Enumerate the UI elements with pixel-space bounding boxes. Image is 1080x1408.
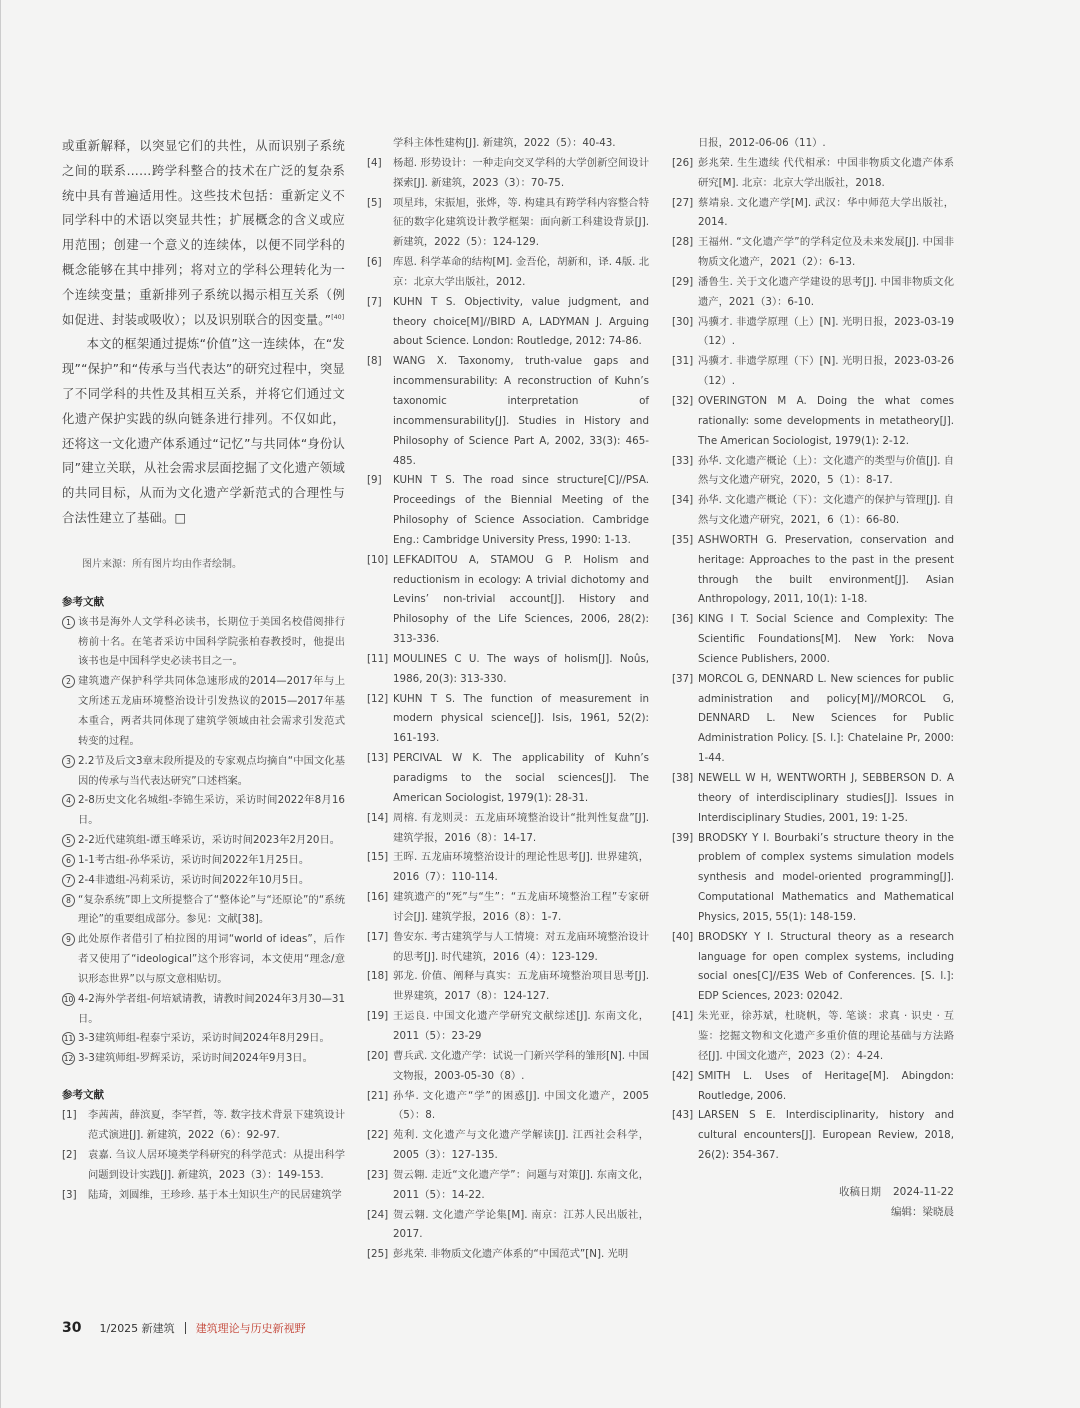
reference-text: OVERINGTON M A. Doing the what comes rationally: some developments in metatheory[J]. The American Sociologist, 1979(1): 2-12. <box>698 394 954 447</box>
body-paragraph: 本文的框架通过提炼“价值”这一连续体，在“发现”“保护”和“传承与当代表达”的研究过程中，突显了不同学科的共性及其相互关系，并将它们通过文化遗产保护实践的纵向链条进行排列。不仅如此，还将这一文化遗产体系通过“记忆”与共同体“身份认同”建立关联，从社会需求层面挖掘了文化遗产领域的共同目标，从而为文化遗产学新范式的合理性与合法性建立了基础。□ <box>62 337 345 525</box>
reference-text: BRODSKY Y I. Bourbaki’s structure theory in the problem of complex systems simulation models synthesis and model-oriented programming[J]. Computational Mathematics and Mathematical Physics, 2015, 55(1): 148-159. <box>698 831 954 923</box>
reference-text: 杨超. 形势设计：一种走向交叉学科的大学创新空间设计探索[J]. 新建筑，2023（3）：70-75. <box>393 156 649 189</box>
reference-text: 王运良. 中国文化遗产学研究文献综述[J]. 东南文化，2011（5）：23-29 <box>393 1010 649 1042</box>
reference-item <box>367 1047 649 1087</box>
reference-text: MOULINES C U. The ways of holism[J]. Noûs, 1986, 20(3): 313-330. <box>393 652 649 685</box>
page-footer <box>62 1320 306 1336</box>
reference-text: 项星玮，宋振旭，张烨，等. 构建具有跨学科内容整合特征的数字化建筑设计教学框架：面向新工科建设背景[J]. 新建筑，2022（5）：124-129. <box>393 196 649 249</box>
reference-text: 孙华. 文化遗产“学”的困惑[J]. 中国文化遗产，2005（5）：8. <box>393 1089 649 1122</box>
reference-number: [35] <box>672 533 694 546</box>
reference-number: [19] <box>367 1010 389 1023</box>
reference-text: KUHN T S. Objectivity, value judgment, and theory choice[M]//BIRD A, LADYMAN J. Arguing about Science. London: Routledge, 2012: 74-86. <box>393 295 649 348</box>
reference-text: 陆琦，刘圆维，王珍珍. 基于本土知识生产的民居建筑学 <box>88 1188 342 1201</box>
reference-text: BRODSKY Y I. Structural theory as a research language for open complex systems, including social ones[C]//E3S Web of Conferences. [S. l.]: EDP Sciences, 2023: 02042. <box>698 930 954 1003</box>
note-item <box>62 930 345 990</box>
note-number: 11 <box>63 1034 74 1044</box>
reference-item <box>367 848 649 888</box>
reference-item <box>672 134 954 154</box>
reference-number: [12] <box>367 692 389 705</box>
reference-number: [25] <box>367 1248 389 1261</box>
reference-text: 贺云翱. 文化遗产学论集[M]. 南京：江苏人民出版社，2017. <box>393 1208 649 1241</box>
note-item <box>62 752 345 792</box>
references-heading: 参考文献 <box>62 1089 104 1102</box>
reference-item <box>672 491 954 531</box>
note-text: 建筑遗产保护科学共同体急速形成的2014—2017年与上文所述五龙庙环境整治设计引发热议的2015—2017年基本重合，两者共同体现了建筑学领域由社会需求引发范式转变的过程。 <box>78 675 345 747</box>
reference-number: [43] <box>672 1109 694 1122</box>
note-item <box>62 613 345 673</box>
note-number: 1 <box>62 616 75 629</box>
note-text: 3-3建筑师组-程泰宁采访，采访时间2024年8月29日。 <box>78 1032 330 1045</box>
reference-text: 周榕. 有龙则灵：五龙庙环境整治设计“批判性复盘”[J]. 建筑学报，2016（8）：14-17. <box>393 811 649 844</box>
note-item <box>62 672 345 751</box>
reference-item <box>367 134 649 154</box>
column-middle <box>367 134 649 1265</box>
reference-item <box>62 1106 345 1146</box>
reference-text: 曹兵武. 文化遗产学：试说一门新兴学科的雏形[N]. 中国文物报，2003-05-30（8）. <box>393 1049 649 1082</box>
reference-text: 苑利. 文化遗产与文化遗产学解读[J]. 江西社会科学，2005（3）：127-135. <box>393 1129 649 1162</box>
note-text: 2-4非遗组-冯莉采访，采访时间2022年10月5日。 <box>78 873 310 886</box>
reference-text: KING I T. Social Science and Complexity: The Scientific Foundations[M]. New York: Nova Science Publishers, 2000. <box>698 613 954 665</box>
reference-number: [21] <box>367 1089 389 1102</box>
reference-number: [11] <box>367 652 389 665</box>
reference-number: [2] <box>62 1148 77 1161</box>
note-item <box>62 831 345 851</box>
received-date-line <box>672 1182 954 1202</box>
reference-item <box>367 967 649 1007</box>
reference-number: [39] <box>672 831 694 844</box>
reference-number: [7] <box>367 295 382 308</box>
reference-number: [36] <box>672 613 694 626</box>
reference-list <box>62 1106 345 1205</box>
reference-number: [32] <box>672 394 694 407</box>
reference-item <box>367 1087 649 1127</box>
reference-item <box>367 352 649 471</box>
reference-number: [13] <box>367 752 389 765</box>
note-text: 4-2海外学者组-何培斌请教，请教时间2024年3月30—31日。 <box>78 992 345 1025</box>
reference-text: 冯骥才. 非遗学原理（上）[N]. 光明日报，2023-03-19（12）. <box>698 315 954 348</box>
reference-item <box>367 194 649 254</box>
reference-item <box>367 1007 649 1047</box>
note-text: 该书是海外人文学科必读书，长期位于美国名校借阅排行榜前十名。在笔者采访中国科学院张柏春教授时，他提出该书也是中国科学史必读书目之一。 <box>78 615 345 668</box>
reference-item <box>672 154 954 194</box>
received-date-block <box>672 1182 954 1222</box>
note-item <box>62 791 345 831</box>
note-number: 3 <box>62 755 75 768</box>
reference-item <box>367 809 649 849</box>
reference-item <box>367 888 649 928</box>
reference-number: [30] <box>672 315 694 328</box>
editor-credit: 编辑：梁晓晨 <box>891 1205 954 1218</box>
column-right <box>672 134 954 1222</box>
reference-item <box>367 154 649 194</box>
reference-item <box>672 452 954 492</box>
reference-text: LEFKADITOU A, STAMOU G P. Holism and reductionism in ecology: A trivial dichotomy and Levins’ non-trivial account[J]. History and Philosophy of the Life Sciences, 2006, 28(2): 313-336. <box>393 553 649 646</box>
reference-item <box>62 1146 345 1186</box>
reference-item <box>367 1245 649 1265</box>
reference-number: [17] <box>367 930 389 943</box>
reference-text: 彭兆荣. 非物质文化遗产体系的“中国范式”[N]. 光明 <box>393 1248 629 1261</box>
reference-number: [10] <box>367 553 389 566</box>
reference-item <box>367 1126 649 1166</box>
reference-text: 学科主体性建构[J]. 新建筑，2022（5）：40-43. <box>393 137 616 149</box>
note-number: 7 <box>62 874 75 887</box>
reference-number: [8] <box>367 355 382 368</box>
reference-list <box>367 134 649 1265</box>
reference-text: 建筑遗产的“死”与“生”：“五龙庙环境整治工程”专家研讨会[J]. 建筑学报，2016（8）：1-7. <box>393 891 649 923</box>
reference-text: 蔡靖泉. 文化遗产学[M]. 武汉：华中师范大学出版社，2014. <box>698 196 954 229</box>
reference-number: [16] <box>367 891 389 904</box>
note-number: 4 <box>62 794 75 807</box>
note-text: 1-1考古组-孙华采访，采访时间2022年1月25日。 <box>78 853 310 866</box>
reference-item <box>672 392 954 452</box>
notes-list <box>62 613 345 1069</box>
reference-number: [37] <box>672 672 694 685</box>
reference-item <box>672 1067 954 1107</box>
image-source-note: 图片来源：所有图片均由作者绘制。 <box>82 558 242 570</box>
reference-item <box>367 1206 649 1246</box>
note-item <box>62 1049 345 1069</box>
reference-item <box>672 233 954 273</box>
note-number: 9 <box>62 933 75 946</box>
reference-text: KUHN T S. The function of measurement in modern physical science[J]. Isis, 1961, 52(2): 161-193. <box>393 692 649 745</box>
reference-number: [33] <box>672 454 694 467</box>
reference-number: [9] <box>367 474 382 487</box>
received-label: 收稿日期 <box>838 1185 881 1198</box>
reference-text: 贺云翱. 走近“文化遗产学”：问题与对策[J]. 东南文化，2011（5）：14-22. <box>393 1168 649 1201</box>
reference-text: 王晖. 五龙庙环境整治设计的理论性思考[J]. 世界建筑，2016（7）：110-114. <box>393 851 649 884</box>
reference-item <box>672 1007 954 1067</box>
reference-item <box>672 829 954 928</box>
reference-text: 彭兆荣. 生生遗续 代代相承：中国非物质文化遗产体系研究[M]. 北京：北京大学出版社，2018. <box>698 156 954 189</box>
reference-item <box>367 749 649 809</box>
note-text: 此处原作者借引了柏拉图的用词“world of ideas”，后作者又使用了“ideological”这个形容词，本文使用“理念/意识形态世界”以与原文意相贴切。 <box>78 933 345 985</box>
section-label: 建筑理论与历史新视野 <box>195 1322 306 1335</box>
reference-number: [4] <box>367 156 382 169</box>
notes-heading: 参考文献 <box>62 595 104 608</box>
reference-text: NEWELL W H, WENTWORTH J, SEBBERSON D. A theory of interdisciplinary studies[J]. Issues in Interdisciplinary Studies, 2001, 19: 1-25. <box>698 772 954 824</box>
reference-item <box>367 1166 649 1206</box>
note-item <box>62 851 345 871</box>
note-text: “复杂系统”即上文所提整合了“整体论”与“还原论”的“系统理论”的重要组成部分。参见：文献[38]。 <box>78 893 345 926</box>
reference-text: 孙华. 文化遗产概论（上）：文化遗产的类型与价值[J]. 自然与文化遗产研究，2020，5（1）：8-17. <box>698 454 954 487</box>
reference-number: [20] <box>367 1049 389 1062</box>
reference-item <box>672 670 954 769</box>
note-item <box>62 990 345 1030</box>
reference-item <box>672 1106 954 1166</box>
reference-text: KUHN T S. The road since structure[C]//PSA. Proceedings of the Biennial Meeting of the Philosophy of Science Association. Cambridge Eng.: Cambridge University Press, 1990: 1-13. <box>393 474 649 546</box>
note-item <box>62 891 345 931</box>
note-text: 2.2节及后文3章末段所提及的专家观点均摘自“中国文化基因的传承与当代表达研究”口述档案。 <box>78 754 345 787</box>
reference-number: [38] <box>672 772 694 784</box>
reference-number: [22] <box>367 1129 389 1142</box>
reference-number: [14] <box>367 811 389 824</box>
received-date: 2024-11-22 <box>892 1185 954 1198</box>
reference-number: [40] <box>672 930 694 943</box>
note-number: 8 <box>62 894 75 907</box>
reference-number: [31] <box>672 355 694 368</box>
reference-item <box>672 352 954 392</box>
reference-text: LARSEN S E. Interdisciplinarity, history and cultural encounters[J]. European Review, 2018, 26(2): 354-367. <box>698 1109 954 1162</box>
reference-number: [27] <box>672 196 694 209</box>
reference-item <box>367 690 649 750</box>
reference-number: [1] <box>62 1109 77 1122</box>
reference-text: PERCIVAL W K. The applicability of Kuhn’s paradigms to the social sciences[J]. The American Sociologist, 1979(1): 28-31. <box>393 752 649 804</box>
reference-number: [29] <box>672 275 694 288</box>
note-text: 3-3建筑师组-罗辉采访，采访时间2024年9月3日。 <box>78 1052 313 1065</box>
reference-text: 日报，2012-06-06（11）. <box>698 137 826 149</box>
reference-item <box>672 194 954 234</box>
body-paragraph-text: 或重新解释，以突显它们的共性，从而识别子系统之间的联系……跨学科整合的技术在广泛的复杂系统中具有普遍适用性。这些技术包括：重新定义不同学科中的术语以突显共性；扩展概念的含义或应用范围；创建一个意义的连续体，以便不同学科的概念能够在其中排列；将对立的学科公理转化为一个连续变量；重新排列子系统以揭示相互关系（例如促进、封装或吸收）；以及识别联合的因变量。” <box>62 139 345 327</box>
note-number: 5 <box>62 834 75 847</box>
reference-text: WANG X. Taxonomy, truth-value gaps and incommensurability: A reconstruction of Kuhn’s taxonomic interpretation of incommensurability[J]. Studies in History and Philosophy of Science Part A, 2002, 33(3): 465-485. <box>393 355 649 467</box>
reference-text: 袁嘉. 刍议人居环境类学科研究的科学范式：从提出科学问题到设计实践[J]. 新建筑，2023（3）：149-153. <box>88 1148 345 1181</box>
reference-item <box>672 769 954 829</box>
issue-label: 1/2025 新建筑 <box>99 1322 175 1335</box>
note-number: 10 <box>63 994 74 1004</box>
note-item <box>62 1029 345 1049</box>
reference-number: [15] <box>367 851 389 864</box>
footer-divider <box>185 1322 186 1334</box>
reference-text: 潘鲁生. 关于文化遗产学建设的思考[J]. 中国非物质文化遗产，2021（3）：6-10. <box>698 275 954 308</box>
reference-number: [6] <box>367 256 382 269</box>
reference-item <box>367 551 649 650</box>
reference-item <box>672 313 954 353</box>
reference-item <box>62 1186 345 1206</box>
reference-item <box>672 273 954 313</box>
reference-item <box>367 650 649 690</box>
reference-number: [28] <box>672 236 694 249</box>
reference-text: 孙华. 文化遗产概论（下）：文化遗产的保护与管理[J]. 自然与文化遗产研究，2021，6（1）：66-80. <box>698 494 954 527</box>
reference-item <box>367 928 649 968</box>
reference-text: SMITH L. Uses of Heritage[M]. Abingdon: Routledge, 2006. <box>698 1069 954 1102</box>
reference-number: [24] <box>367 1208 389 1221</box>
reference-number: [5] <box>367 196 382 209</box>
reference-number: [18] <box>367 970 389 983</box>
reference-item <box>367 293 649 353</box>
reference-text: 王福州. “文化遗产学”的学科定位及未来发展[J]. 中国非物质文化遗产，2021（2）：6-13. <box>698 236 954 269</box>
reference-item <box>672 531 954 610</box>
note-number: 2 <box>62 675 75 688</box>
note-number: 6 <box>62 854 75 867</box>
reference-number: [23] <box>367 1168 389 1181</box>
reference-number: [42] <box>672 1069 694 1082</box>
reference-text: 郭龙. 价值、阐释与真实：五龙庙环境整治项目思考[J]. 世界建筑，2017（8）：124-127. <box>393 970 649 1003</box>
reference-item <box>367 471 649 550</box>
column-left <box>62 134 345 1205</box>
reference-item <box>672 610 954 670</box>
reference-number: [41] <box>672 1010 694 1023</box>
reference-number: [3] <box>62 1188 77 1201</box>
reference-text: ASHWORTH G. Preservation, conservation and heritage: Approaches to the past in the present through the built environment[J]. Asian Anthropology, 2011, 10(1): 1-18. <box>698 533 954 606</box>
reference-item <box>367 253 649 293</box>
reference-number: [26] <box>672 156 694 169</box>
body-paragraph <box>62 134 345 332</box>
reference-item <box>672 928 954 1007</box>
citation-superscript: [40] <box>331 313 345 321</box>
note-text: 2-2近代建筑组-谭玉峰采访，采访时间2023年2月20日。 <box>78 834 341 847</box>
reference-list <box>672 134 954 1166</box>
reference-text: 李茜茜，薛滨夏，李罕哲，等. 数字技术背景下建筑设计范式演进[J]. 新建筑，2022（6）：92-97. <box>88 1109 345 1141</box>
reference-text: MORCOL G, DENNARD L. New sciences for public administration and policy[M]//MORCOL G, DENNARD L. New Sciences for Public Administration Policy. [S. l.]: Chatelaine Pr, 2000: 1-44. <box>698 672 954 765</box>
reference-text: 朱光亚，徐苏斌，杜晓帆，等. 笔谈：求真 · 识史 · 互鉴：挖掘文物和文化遗产多重价值的理论基础与方法路径[J]. 中国文化遗产，2023（2）：4-24. <box>698 1010 954 1062</box>
note-item <box>62 871 345 891</box>
reference-text: 冯骥才. 非遗学原理（下）[N]. 光明日报，2023-03-26（12）. <box>698 355 954 388</box>
reference-text: 库恩. 科学革命的结构[M]. 金吾伦，胡新和，译. 4版. 北京：北京大学出版社，2012. <box>393 256 649 288</box>
note-text: 2-8历史文化名城组-李锦生采访，采访时间2022年8月16日。 <box>78 794 345 827</box>
reference-number: [34] <box>672 494 694 507</box>
reference-text: 鲁安东. 考古建筑学与人工情境：对五龙庙环境整治设计的思考[J]. 时代建筑，2016（4）：123-129. <box>393 930 649 963</box>
note-number: 12 <box>63 1054 74 1064</box>
page-number: 30 <box>62 1320 82 1336</box>
